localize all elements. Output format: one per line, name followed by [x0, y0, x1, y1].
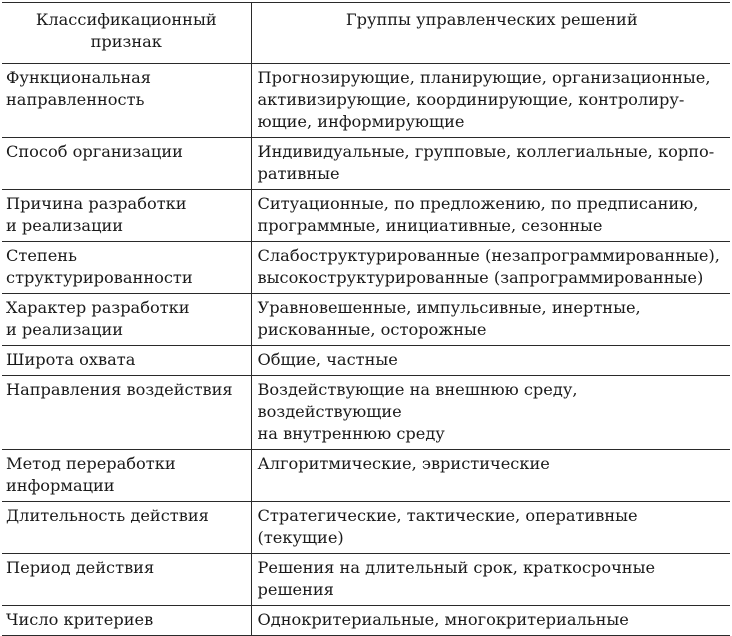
feature-cell [2, 606, 251, 636]
feature-text: Период действия [6, 558, 155, 577]
feature-text: Причина разработки и реализации [6, 194, 187, 235]
feature-cell [2, 450, 251, 502]
table-row [2, 606, 730, 636]
groups-cell [251, 376, 730, 450]
table-row [2, 138, 730, 190]
feature-cell [2, 190, 251, 242]
classification-table [2, 2, 730, 636]
groups-text: Общие, частные [257, 350, 398, 369]
feature-cell [2, 376, 251, 450]
feature-text: Степень структурированности [6, 246, 193, 287]
feature-text: Направления воздействия [6, 380, 233, 399]
groups-text: Решения на длительный срок, краткосрочные решения [257, 558, 656, 599]
feature-cell [2, 502, 251, 554]
header-decision-groups [251, 3, 730, 64]
table-row [2, 376, 730, 450]
table-row [2, 294, 730, 346]
groups-text: Ситуационные, по предложению, по предписанию, программные, инициативные, сезонные [257, 194, 699, 235]
groups-text: Воздействующие на внешнюю среду, воздействующие на внутреннюю среду [257, 380, 578, 443]
groups-cell [251, 294, 730, 346]
feature-text: Способ организации [6, 142, 183, 161]
feature-text: Длительность действия [6, 506, 209, 525]
feature-text: Число критериев [6, 610, 154, 629]
table-row [2, 190, 730, 242]
table-row [2, 554, 730, 606]
feature-cell [2, 242, 251, 294]
feature-text: Широта охвата [6, 350, 136, 369]
feature-cell [2, 554, 251, 606]
groups-text: Стратегические, тактические, оперативные (текущие) [257, 506, 638, 547]
groups-cell [251, 346, 730, 376]
groups-cell [251, 190, 730, 242]
groups-text: Индивидуальные, групповые, коллегиальные, корпо- ративные [257, 142, 715, 183]
feature-text: Характер разработки и реализации [6, 298, 190, 339]
groups-cell [251, 138, 730, 190]
groups-cell [251, 502, 730, 554]
header-col1-text: Классификационный признак [35, 10, 217, 51]
groups-text: Однокритериальные, многокритериальные [257, 610, 629, 629]
classification-table-container [0, 2, 732, 629]
table-row [2, 346, 730, 376]
groups-text: Уравновешенные, импульсивные, инертные, рискованные, осторожные [257, 298, 641, 339]
groups-cell [251, 450, 730, 502]
header-classification-feature [2, 3, 251, 64]
feature-text: Метод переработки информации [6, 454, 176, 495]
groups-cell [251, 606, 730, 636]
header-col2-text: Группы управленческих решений [345, 10, 638, 29]
groups-text: Прогнозирующие, планирующие, организационные, активизирующие, координирующие, контролиру- ющие, информирующие [257, 68, 711, 131]
groups-text: Алгоритмические, эвристические [257, 454, 550, 473]
feature-cell [2, 294, 251, 346]
table-header-row [2, 3, 730, 64]
table-row [2, 64, 730, 138]
table-row [2, 450, 730, 502]
groups-cell [251, 554, 730, 606]
groups-cell [251, 64, 730, 138]
table-row [2, 242, 730, 294]
groups-text: Слабоструктурированные (незапрограммированные), высокоструктурированные (запрограммированные) [257, 246, 720, 287]
feature-text: Функциональная направленность [6, 68, 151, 109]
feature-cell [2, 346, 251, 376]
table-row [2, 502, 730, 554]
groups-cell [251, 242, 730, 294]
feature-cell [2, 64, 251, 138]
feature-cell [2, 138, 251, 190]
